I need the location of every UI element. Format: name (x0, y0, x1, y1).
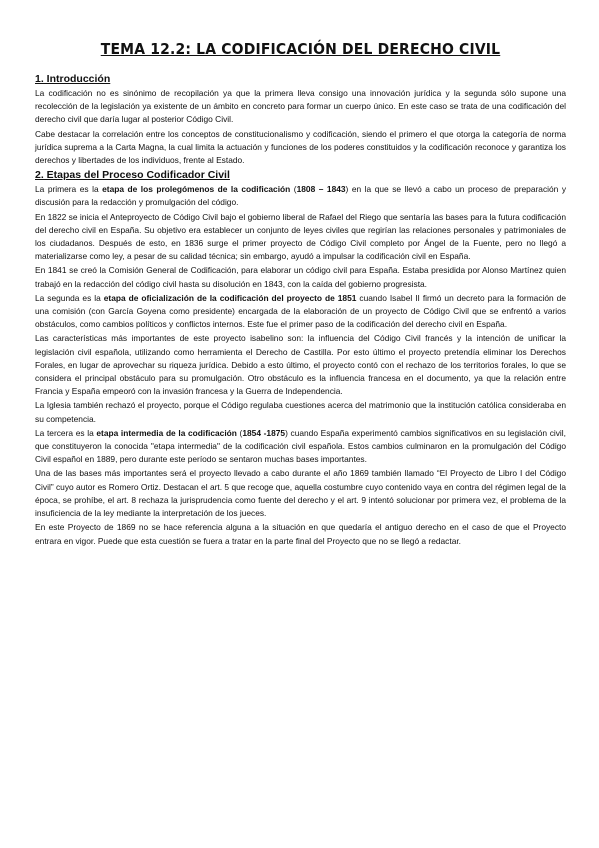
text-run: La codificación no es sinónimo de recopilación ya que la primera lleva consigo una innovación jurídica y la segunda sólo supone una recolección de la legislación ya existente de un ámbito en concreto para formar un cuerpo único. En este caso se trata de una codificación del derecho civil que daría lugar al posterior Código Civil. (35, 88, 566, 125)
paragraph (35, 128, 566, 168)
text-run: Cabe destacar la correlación entre los conceptos de constitucionalismo y codificación, siendo el primero el que otorga la categoría de norma jurídica suprema a la Carta Magna, la cual limita la actuación y funciones de los poderes constituidos y la codificación reconoce y garantiza los derechos y libertades de los individuos, frente al Estado. (35, 128, 566, 166)
text-run: La primera es la (35, 184, 103, 195)
section-heading: 2. Etapas del Proceso Codificador Civil (35, 169, 230, 182)
paragraph (35, 467, 566, 520)
section-heading: 1. Introducción (35, 73, 111, 85)
text-run: En 1822 se inicia el Anteproyecto de Código Civil bajo el gobierno liberal de Rafael del Riego que sentaría las bases para la futura codificación del derecho civil en España. Su objetivo era establecer un conjunto de leyes civiles que regirían las relaciones personales y patrimoniales de los ciudadanos. Después de esto, en 1836 surge el primer proyecto de Código Civil completo por Ángel de la Fuente, pero no llegó a materializarse como ley, a pesar de su calidad técnica; sin embargo, ayudó a impulsar la codificación civil en España. (35, 211, 566, 262)
text-run: cuando Isabel II firmó un decreto para la formación de una comisión (con García Goyena como presidente) encargada de la elaboración de un proyecto de Código Civil que se enfrentó a varios obstáculos, como cambios políticos y conflictos internos. Este fue el primer paso de la codificación del derecho civil en España. (35, 292, 566, 330)
text-run: Una de las bases más importantes será el proyecto llevado a cabo durante el año 1869 también llamado “El Proyecto de Libro I del Código Civil” cuyo autor es Romero Ortiz. Destacan el art. 5 que recoge que, aquella costumbre cuyo contenido vaya en contra del régimen legal de la época, se prohíbe, el art. 8 rechaza la jurisprudencia como fuente del derecho y el art. 9 intentó solucionar por primera vez, el problema de la insuficiencia de la ley mediante la interpretación de los jueces. (35, 468, 566, 519)
paragraph (35, 399, 566, 425)
text-run: La Iglesia también rechazó el proyecto, porque el Código regulaba cuestiones acerca del matrimonio que la institución católica consideraba en su competencia. (35, 400, 566, 424)
paragraph (35, 87, 566, 127)
paragraph (35, 332, 566, 398)
bold-text: etapa de oficialización de la codificación del proyecto de 1851 (103, 292, 357, 303)
paragraph (35, 427, 566, 467)
paragraph (35, 211, 566, 264)
text-run: ) cuando España experimentó cambios significativos en su legislación civil, que constituyeron la conocida "etapa intermedia" de la codificación civil española. Estos cambios culminaron en la promulgación del Código Civil español en 1889, pero durante este período se sentaron muchas bases importantes. (35, 427, 566, 465)
text-run: En este Proyecto de 1869 no se hace referencia alguna a la situación en que quedaría el antiguo derecho en el caso de que el Proyecto entrara en vigor. Puede que esta cuestión se fuera a tratar en la parte final del Proyecto que no se llegó a redactar. (35, 522, 566, 546)
bold-text: etapa de los prolegómenos de la codificación (102, 184, 291, 195)
text-run: En 1841 se creó la Comisión General de Codificación, para elaborar un código civil para España. Estaba presidida por Alonso Martínez quien trabajó en la redacción del código civil hasta su disolución en 1843, con la caída del gobierno progresista. (35, 265, 566, 289)
text-run: ( (236, 427, 243, 438)
text-run: Las características más importantes de este proyecto isabelino son: la influencia del Código Civil francés y la intención de unificar la legislación civil española, utilizando como herramienta el Derecho de Castilla. Por esto último el proyecto pretendía eliminar los Derechos Forales, en lugar de aprovechar su riqueza jurídica. Debido a esto último, el proyecto contó con el rechazo de los territorios forales, lo que se considera el principal obstáculo para su promulgación. Otro obstáculo es la influencia francesa en el documento, ya que la relación entre Francia y España empeoró con la invasión francesa y la Guerra de Independencia. (35, 333, 566, 397)
paragraph (35, 183, 566, 209)
document-body (35, 72, 566, 548)
text-run: La tercera es la (35, 427, 97, 438)
bold-text: 1808 – 1843 (296, 184, 346, 195)
paragraph (35, 292, 566, 332)
document-title: TEMA 12.2: LA CODIFICACIÓN DEL DERECHO CIVIL (100, 40, 501, 58)
text-run: ( (290, 184, 297, 195)
paragraph (35, 521, 566, 547)
paragraph (35, 264, 566, 290)
text-run: ) en la que se llevó a cabo un proceso de preparación y discusión para la redacción y promulgación del código. (35, 184, 567, 208)
bold-text: 1854 -1875 (242, 427, 286, 438)
text-run: La segunda es la (35, 292, 104, 303)
bold-text: etapa intermedia de la codificación (96, 427, 237, 438)
